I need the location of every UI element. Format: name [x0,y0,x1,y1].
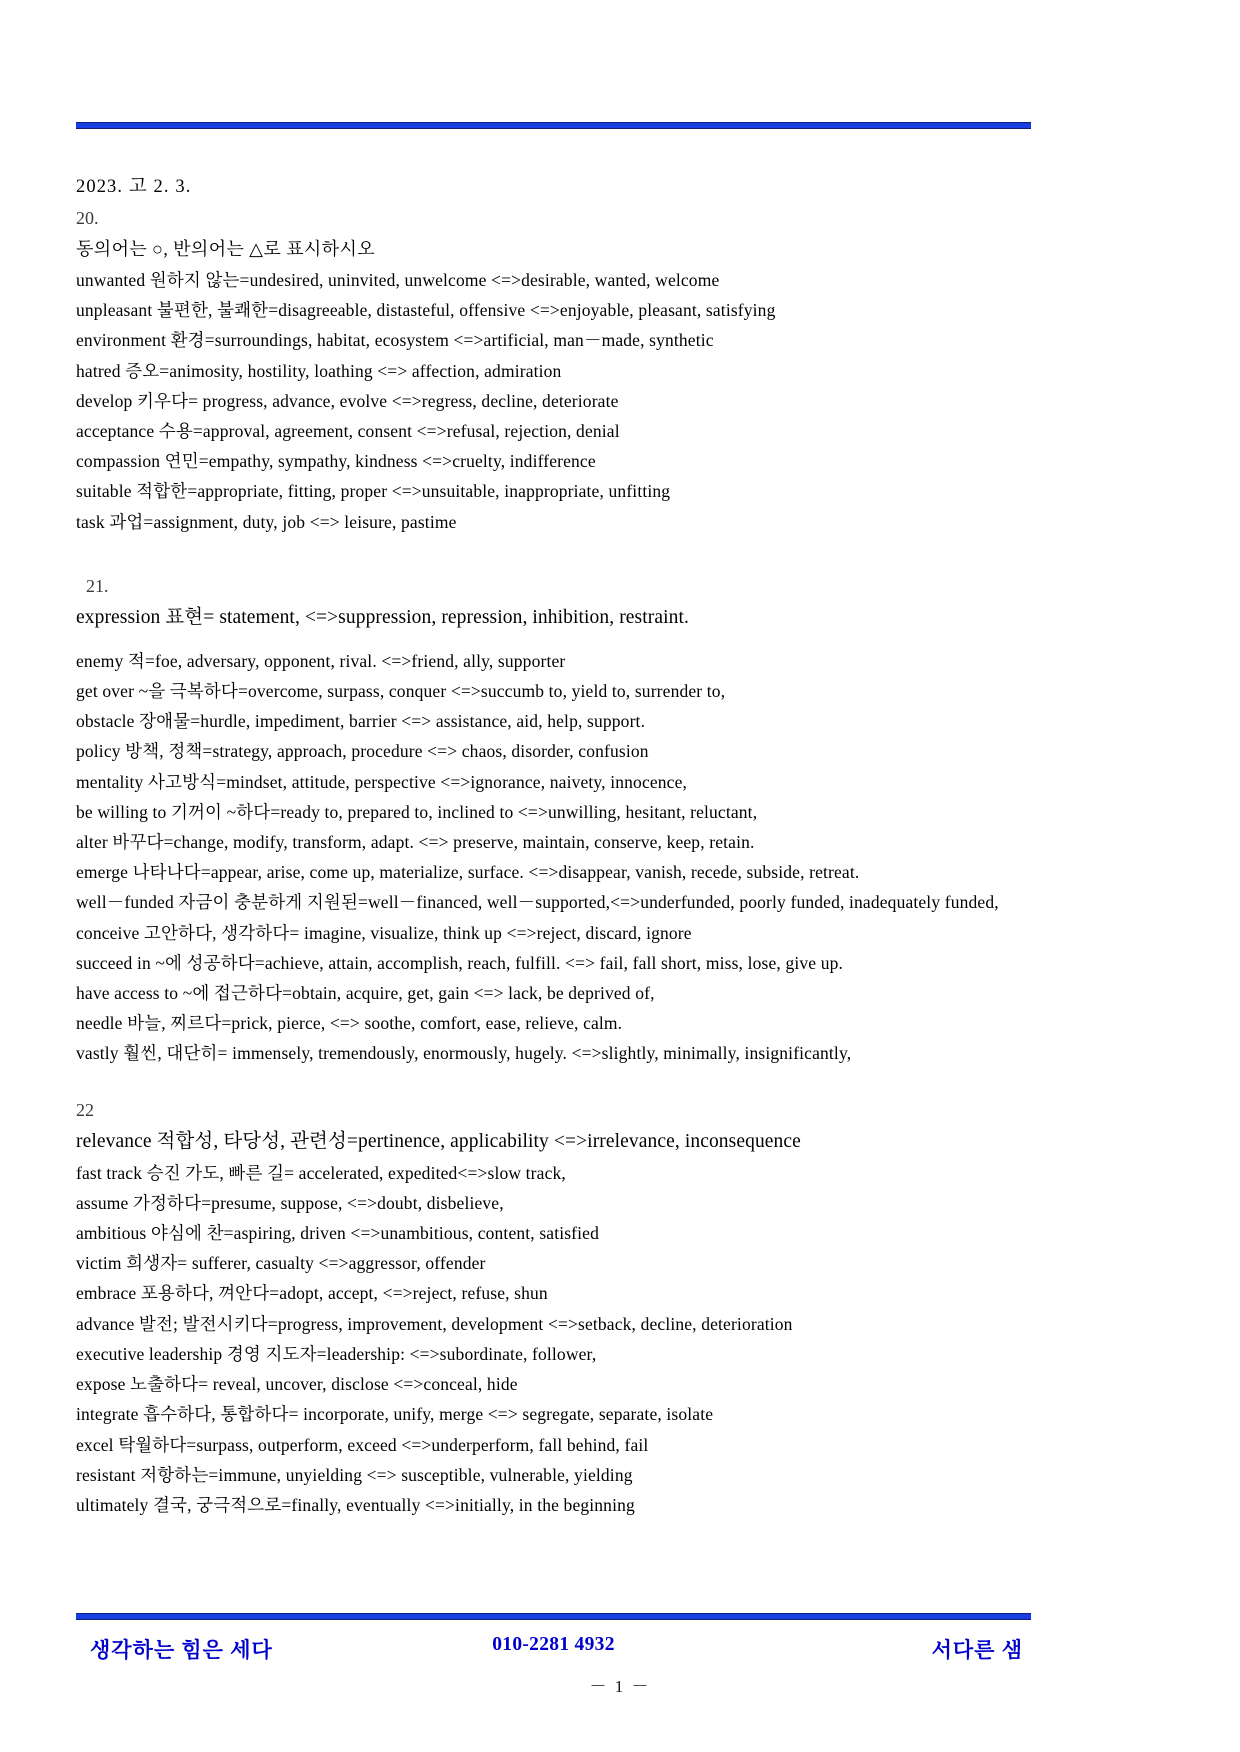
vocab-entry: get over ~을 극복하다=overcome, surpass, conquer <=>succumb to, yield to, surrender to, [76,681,726,702]
section-number-22: 22 [76,1099,94,1120]
header-divider [76,122,1031,129]
vocab-entry: needle 바늘, 찌르다=prick, pierce, <=> soothe, comfort, ease, relieve, calm. [76,1013,623,1034]
vocab-entry: develop 키우다= progress, advance, evolve <=>regress, decline, deteriorate [76,390,619,411]
vocab-entry: enemy 적=foe, adversary, opponent, rival. <=>friend, ally, supporter [76,650,566,671]
vocab-entry: compassion 연민=empathy, sympathy, kindness <=>cruelty, indifference [76,451,596,472]
vocab-entry: environment 환경=surroundings, habitat, ecosystem <=>artificial, man－made, synthetic [76,330,714,351]
vocab-entry: policy 방책, 정책=strategy, approach, procedure <=> chaos, disorder, confusion [76,741,649,762]
vocab-entry: emerge 나타나다=appear, arise, come up, materialize, surface. <=>disappear, vanish, recede, subside, retreat. [76,862,860,883]
footer-divider [76,1613,1031,1620]
vocab-entry: ultimately 결국, 궁극적으로=finally, eventually <=>initially, in the beginning [76,1494,635,1515]
vocab-entry: conceive 고안하다, 생각하다= imagine, visualize, think up <=>reject, discard, ignore [76,922,692,943]
vocab-entry: victim 희생자= sufferer, casualty <=>aggressor, offender [76,1253,486,1274]
vocab-entry: have access to ~에 접근하다=obtain, acquire, get, gain <=> lack, be deprived of, [76,983,655,1004]
footer-brand: 서다른 샘 [931,1638,1023,1662]
lead-spacer [76,634,1036,646]
vocab-entry-lead: expression 표현= statement, <=>suppression, repression, inhibition, restraint. [76,606,689,628]
page-number: － 1 － [589,1677,651,1696]
vocab-entry: ambitious 야심에 찬=aspiring, driven <=>unambitious, content, satisfied [76,1223,599,1244]
vocab-entry: resistant 저항하는=immune, unyielding <=> susceptible, vulnerable, yielding [76,1464,633,1485]
vocab-entry: fast track 승진 가도, 빠른 길= accelerated, expedited<=>slow track, [76,1162,566,1183]
vocab-entry: excel 탁월하다=surpass, outperform, exceed <=>underperform, fall behind, fail [76,1434,649,1455]
vocab-entry: succeed in ~에 성공하다=achieve, attain, accomplish, reach, fulfill. <=> fail, fall short, miss, lose, give up. [76,952,844,973]
section-number-21: 21. [86,575,109,596]
vocab-entry: mentality 사고방식=mindset, attitude, perspective <=>ignorance, naivety, innocence, [76,771,688,792]
vocab-entry: expose 노출하다= reveal, uncover, disclose <=>conceal, hide [76,1374,518,1395]
vocab-entry-lead: relevance 적합성, 타당성, 관련성=pertinence, applicability <=>irrelevance, inconsequence [76,1130,801,1152]
vocab-entry: embrace 포용하다, 껴안다=adopt, accept, <=>reject, refuse, shun [76,1283,548,1304]
vocab-entry: unwanted 원하지 않는=undesired, uninvited, unwelcome <=>desirable, wanted, welcome [76,270,720,290]
section-number-20: 20. [76,208,99,228]
vocab-entry: assume 가정하다=presume, suppose, <=>doubt, disbelieve, [76,1192,504,1213]
document-body [76,172,1036,1520]
footer-slogan: 생각하는 힘은 세다 [90,1638,273,1662]
date-header: 2023. 고 2. 3. [76,177,192,197]
footer [76,1634,1031,1664]
vocab-entry: suitable 적합한=appropriate, fitting, proper <=>unsuitable, inappropriate, unfitting [76,481,671,502]
footer-phone: 010-2281 4932 [492,1634,615,1655]
vocab-entry: executive leadership 경영 지도자=leadership: <=>subordinate, follower, [76,1343,597,1364]
vocab-entry: hatred 증오=animosity, hostility, loathing <=> affection, admiration [76,360,562,381]
vocab-entry: task 과업=assignment, duty, job <=> leisure, pastime [76,511,457,532]
vocab-entry: be willing to 기꺼이 ~하다=ready to, prepared to, inclined to <=>unwilling, hesitant, reluctant, [76,801,758,822]
vocab-entry: obstacle 장애물=hurdle, impediment, barrier <=> assistance, aid, help, support. [76,711,646,732]
instruction-line: 동의어는 ○, 반의어는 △로 표시하시오 [76,239,376,259]
vocab-entry: integrate 흡수하다, 통합하다= incorporate, unify, merge <=> segregate, separate, isolate [76,1404,714,1425]
vocab-entry: unpleasant 불편한, 불쾌한=disagreeable, distasteful, offensive <=>enjoyable, pleasant, satisfying [76,300,776,321]
vocab-entry: alter 바꾸다=change, modify, transform, adapt. <=> preserve, maintain, conserve, keep, retain. [76,832,755,853]
section-spacer [76,537,1036,571]
vocab-entry: vastly 훨씬, 대단히= immensely, tremendously, enormously, hugely. <=>slightly, minimally, insignificantly, [76,1043,852,1064]
vocab-entry: acceptance 수용=approval, agreement, consent <=>refusal, rejection, denial [76,421,620,442]
vocab-entry: advance 발전; 발전시키다=progress, improvement, development <=>setback, decline, deterioration [76,1313,793,1334]
section-spacer [76,1069,1036,1095]
vocab-entry-wrapped: well－funded 자금이 충분하게 지원된=well－financed, well－supported,<=>underfunded, poorly funded, inadequately funded, [76,892,999,913]
